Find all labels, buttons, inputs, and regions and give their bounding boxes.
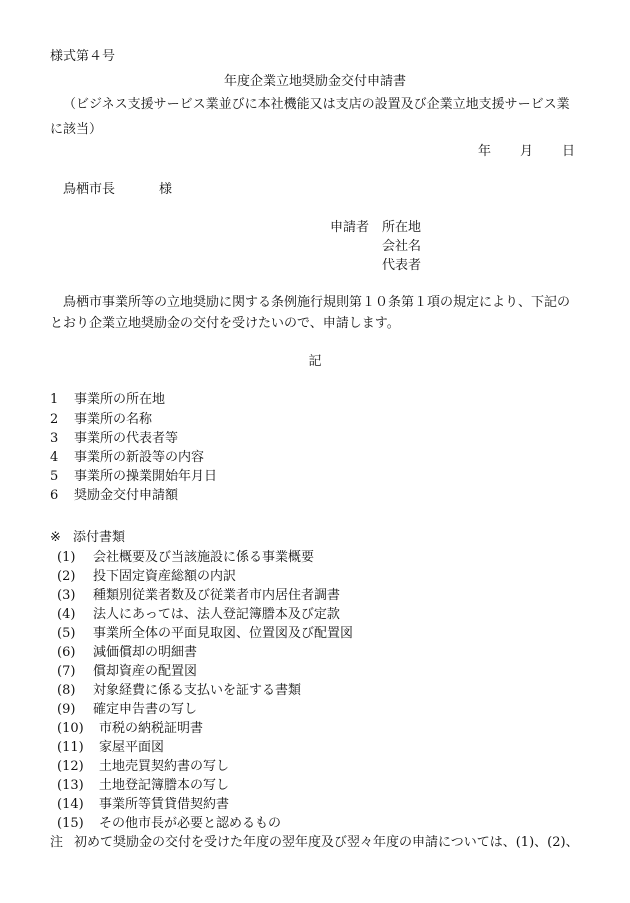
- item-text: 事業所の操業開始年月日: [74, 469, 218, 484]
- attachment-number: (10): [57, 721, 84, 736]
- attachment-number: (9): [57, 702, 76, 717]
- attachment-text: 種類別従業者数及び従業者市内居住者調書: [93, 588, 341, 603]
- date-line: [478, 145, 575, 158]
- attachment-item: [57, 627, 353, 640]
- item-number: 4: [50, 450, 59, 465]
- item-number: 5: [50, 469, 59, 484]
- attachment-item: [57, 551, 314, 564]
- attachment-text: その他市長が必要と認めるもの: [99, 816, 282, 831]
- list-item: [50, 393, 165, 406]
- applicant-label: 申請者: [330, 220, 370, 235]
- attachment-item: [57, 665, 197, 678]
- attachment-text: 対象経費に係る支払いを証する書類: [93, 683, 302, 698]
- attachment-item: [57, 798, 229, 811]
- attachment-text: 確定申告書の写し: [93, 702, 198, 717]
- note-mark: 注: [50, 835, 64, 850]
- attachment-item: [57, 703, 197, 716]
- attachments-mark: ※: [50, 530, 61, 545]
- attachment-text: 土地登記簿謄本の写し: [99, 778, 230, 793]
- attachment-text: 事業所等賃貸借契約書: [99, 797, 230, 812]
- item-number: 1: [50, 392, 59, 407]
- item-text: 事業所の所在地: [74, 392, 166, 407]
- body-text-line-2: とおり企業立地奨励金の交付を受けたいので、申請します。: [50, 316, 400, 331]
- attachment-text: 会社概要及び当該施設に係る事業概要: [93, 550, 315, 565]
- attachment-text: 土地売買契約書の写し: [99, 759, 230, 774]
- attachments-heading: [50, 531, 125, 544]
- note-line: [50, 836, 579, 849]
- attachment-text: 事業所全体の平面見取図、位置図及び配置図: [93, 626, 354, 641]
- attachment-item: [57, 760, 229, 773]
- attachment-text: 償却資産の配置図: [93, 664, 198, 679]
- item-number: 2: [50, 412, 59, 427]
- attachment-item: [57, 741, 164, 754]
- list-item: [50, 470, 217, 483]
- attachment-item: [57, 779, 229, 792]
- addressee-honorific: 様: [159, 182, 173, 197]
- attachment-number: (4): [57, 607, 76, 622]
- applicant-field-company: 会社名: [382, 239, 422, 254]
- attachment-text: 投下固定資産総額の内訳: [93, 569, 237, 584]
- item-text: 奨励金交付申請額: [74, 488, 179, 503]
- body-text-line-1: 鳥栖市事業所等の立地奨励に関する条例施行規則第１０条第１項の規定により、下記の: [63, 295, 571, 310]
- attachments-heading-text: 添付書類: [73, 530, 126, 545]
- item-text: 事業所の名称: [74, 412, 153, 427]
- item-number: 6: [50, 488, 59, 503]
- subtitle-line-2: に該当）: [50, 122, 103, 137]
- attachment-item: [57, 646, 197, 659]
- attachment-item: [57, 570, 236, 583]
- attachment-item: [57, 817, 281, 830]
- date-day: 日: [562, 144, 576, 159]
- attachment-item: [57, 722, 203, 735]
- applicant-field-address: 所在地: [382, 220, 422, 235]
- attachment-text: 家屋平面図: [99, 740, 165, 755]
- ki-heading: 記: [308, 354, 322, 369]
- attachment-item: [57, 608, 340, 621]
- attachment-text: 市税の納税証明書: [99, 721, 204, 736]
- item-text: 事業所の新設等の内容: [74, 450, 205, 465]
- date-month: 月: [520, 144, 534, 159]
- attachment-number: (5): [57, 626, 76, 641]
- subtitle-line-1: （ビジネス支援サービス業並びに本社機能又は支店の設置及び企業立地支援サービス業: [63, 97, 570, 112]
- item-number: 3: [50, 431, 59, 446]
- attachment-item: [57, 589, 340, 602]
- attachment-number: (14): [57, 797, 84, 812]
- list-item: [50, 432, 178, 445]
- attachment-number: (6): [57, 645, 76, 660]
- attachment-number: (13): [57, 778, 84, 793]
- addressee-name: 鳥栖市長: [63, 182, 116, 197]
- page-title: 年度企業立地奨励金交付申請書: [223, 74, 406, 89]
- form-number: 様式第４号: [50, 49, 116, 64]
- list-item: [50, 413, 152, 426]
- note-text: 初めて奨励金の交付を受けた年度の翌年度及び翌々年度の申請については、(1)、(2)、: [74, 835, 579, 850]
- applicant-field-representative: 代表者: [382, 258, 422, 273]
- attachment-number: (2): [57, 569, 76, 584]
- attachment-text: 減価償却の明細書: [93, 645, 198, 660]
- attachment-number: (15): [57, 816, 84, 831]
- attachment-text: 法人にあっては、法人登記簿謄本及び定款: [93, 607, 340, 622]
- attachment-number: (12): [57, 759, 84, 774]
- attachment-number: (1): [57, 550, 76, 565]
- attachment-number: (7): [57, 664, 76, 679]
- attachment-number: (8): [57, 683, 76, 698]
- item-text: 事業所の代表者等: [74, 431, 179, 446]
- list-item: [50, 451, 204, 464]
- addressee: [63, 183, 172, 196]
- list-item: [50, 489, 178, 502]
- attachment-item: [57, 684, 301, 697]
- attachment-number: (11): [57, 740, 84, 755]
- attachment-number: (3): [57, 588, 76, 603]
- date-year: 年: [478, 144, 492, 159]
